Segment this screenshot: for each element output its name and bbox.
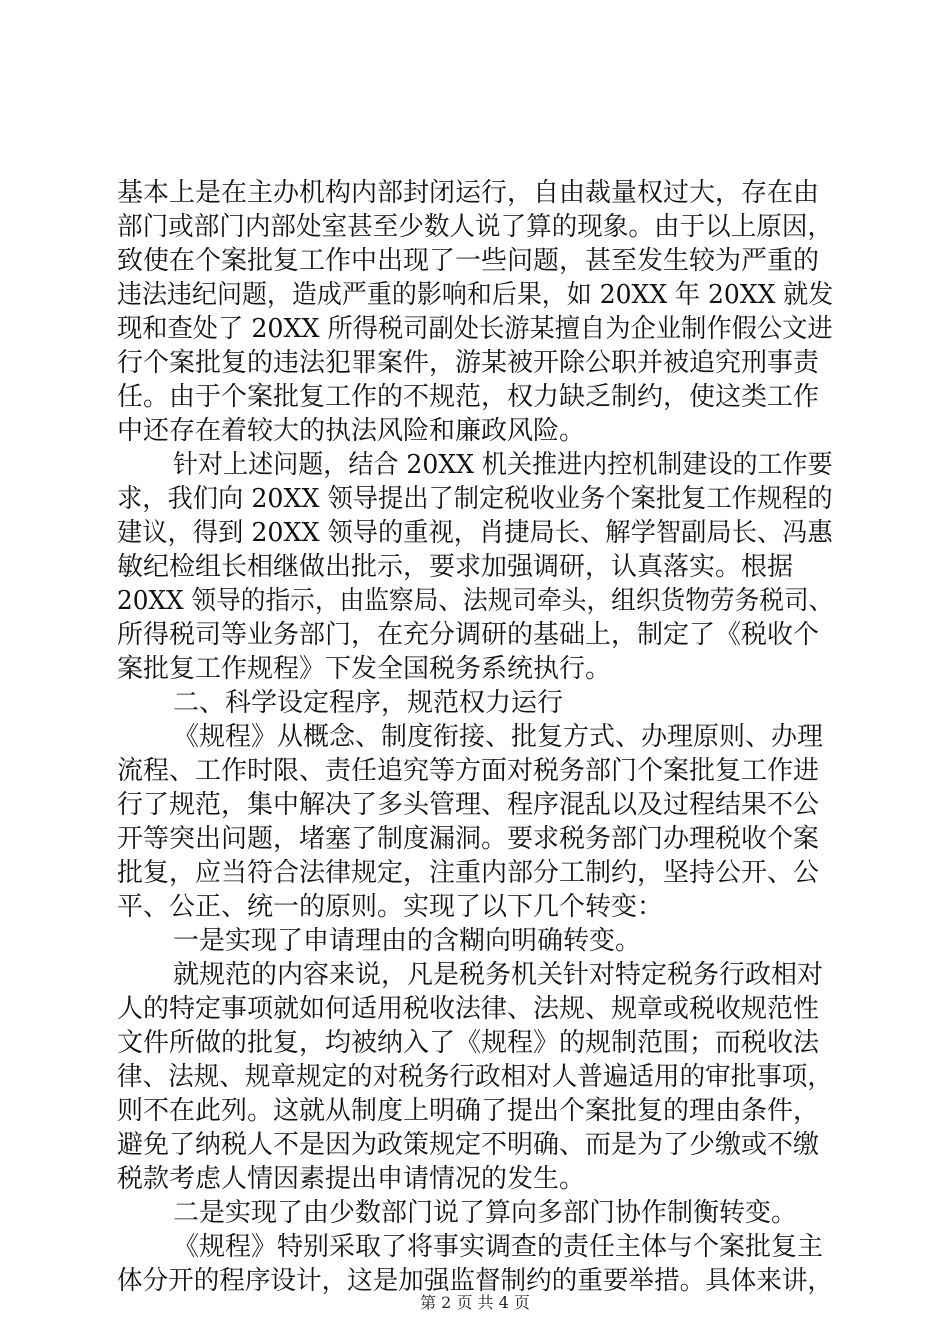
text-line: 平、公正、统一的原则。实现了以下几个转变： — [117, 892, 664, 922]
text-line: 体分开的程序设计，这是加强监督制约的重要举措。具体来讲， — [117, 1266, 834, 1296]
text-line: 则不在此列。这就从制度上明确了提出个案批复的理由条件， — [117, 1096, 820, 1126]
section-heading: 二、科学设定程序，规范权力运行 — [173, 688, 564, 718]
text-line: 基本上是在主办机构内部封闭运行，自由裁量权过大，存在由 — [117, 178, 820, 208]
text-line: 《规程》从概念、制度衔接、批复方式、办理原则、办理 — [173, 722, 824, 752]
text-line: 建议，得到 20XX 领导的重视，肖捷局长、解学智副局长、冯惠 — [117, 518, 833, 548]
text-line: 致使在个案批复工作中出现了一些问题，甚至发生较为严重的 — [117, 246, 820, 276]
text-line: 针对上述问题，结合 20XX 机关推进内控机制建设的工作要 — [173, 450, 833, 480]
text-line: 中还存在着较大的执法风险和廉政风险。 — [117, 416, 586, 446]
text-line: 任。由于个案批复工作的不规范，权力缺乏制约，使这类工作 — [117, 382, 820, 412]
text-line: 开等突出问题，堵塞了制度漏洞。要求税务部门办理税收个案 — [117, 824, 820, 854]
text-line: 就规范的内容来说，凡是税务机关针对特定税务行政相对 — [173, 960, 824, 990]
text-line: 所得税司等业务部门，在充分调研的基础上，制定了《税收个 — [117, 620, 820, 650]
subheading: 二是实现了由少数部门说了算向多部门协作制衡转变。 — [173, 1198, 798, 1228]
text-line: 案批复工作规程》下发全国税务系统执行。 — [117, 654, 612, 684]
text-line: 现和查处了 20XX 所得税司副处长游某擅自为企业制作假公文进 — [117, 314, 833, 344]
text-line: 行个案批复的违法犯罪案件，游某被开除公职并被追究刑事责 — [117, 348, 820, 378]
text-line: 敏纪检组长相继做出批示，要求加强调研，认真落实。根据 — [117, 552, 794, 582]
text-line: 行了规范，集中解决了多头管理、程序混乱以及过程结果不公 — [117, 790, 820, 820]
text-line: 部门或部门内部处室甚至少数人说了算的现象。由于以上原因， — [117, 212, 834, 242]
text-line: 《规程》特别采取了将事实调查的责任主体与个案批复主 — [173, 1232, 824, 1262]
text-line: 20XX 领导的指示，由监察局、法规司牵头，组织货物劳务税司、 — [117, 586, 834, 616]
text-line: 流程、工作时限、责任追究等方面对税务部门个案批复工作进 — [117, 756, 820, 786]
text-line: 文件所做的批复，均被纳入了《规程》的规制范围；而税收法 — [117, 1028, 820, 1058]
subheading: 一是实现了申请理由的含糊向明确转变。 — [173, 926, 642, 956]
text-line: 批复，应当符合法律规定，注重内部分工制约，坚持公开、公 — [117, 858, 820, 888]
text-line: 避免了纳税人不是因为政策规定不明确、而是为了少缴或不缴 — [117, 1130, 820, 1160]
text-line: 税款考虑人情因素提出申请情况的发生。 — [117, 1164, 586, 1194]
text-line: 律、法规、规章规定的对税务行政相对人普遍适用的审批事项， — [117, 1062, 834, 1092]
text-line: 求，我们向 20XX 领导提出了制定税收业务个案批复工作规程的 — [117, 484, 833, 514]
page-footer: 第 2 页 共 4 页 — [420, 1293, 530, 1312]
text-line: 人的特定事项就如何适用税收法律、法规、规章或税收规范性 — [117, 994, 820, 1024]
text-line: 违法违纪问题，造成严重的影响和后果，如 20XX 年 20XX 就发 — [117, 280, 834, 310]
